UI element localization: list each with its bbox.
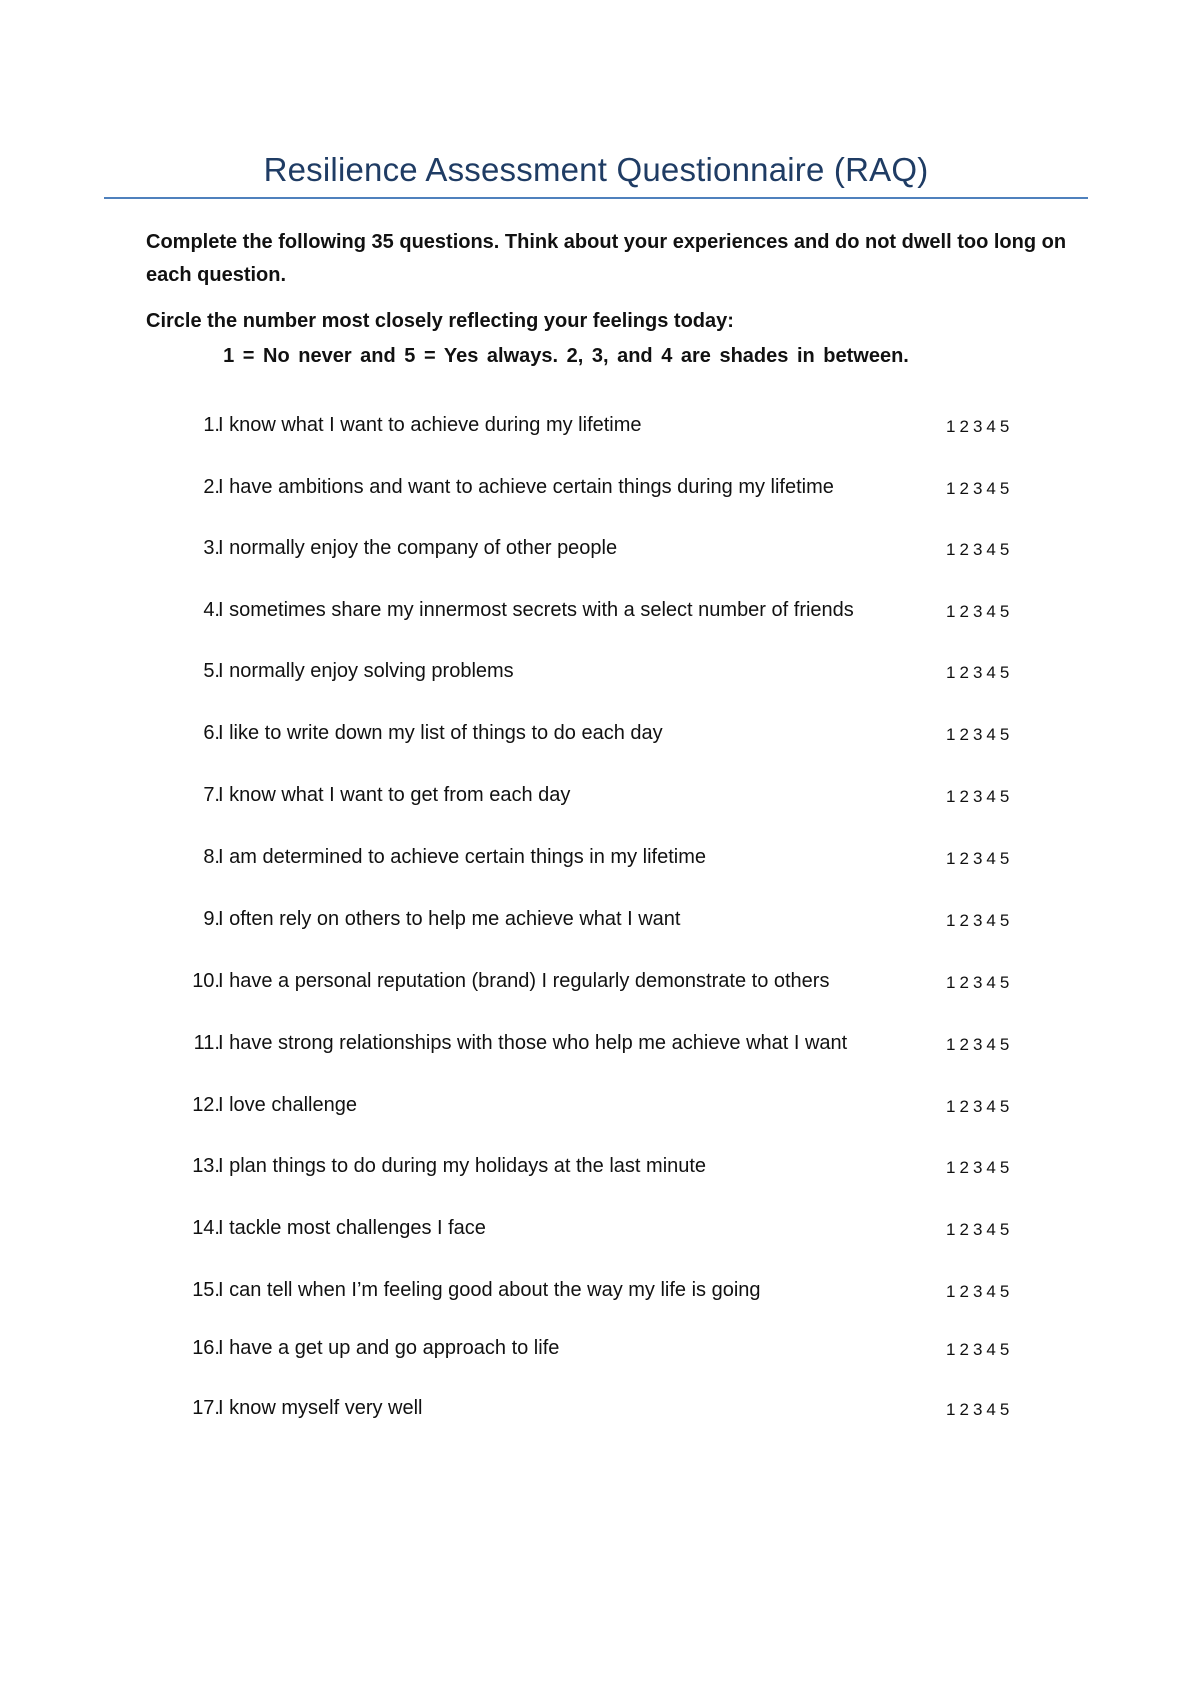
rating-option-5[interactable]: 5: [999, 1400, 1011, 1419]
question-number: 12.: [192, 1094, 220, 1116]
rating-option-3[interactable]: 3: [972, 1158, 984, 1177]
question-row: [170, 718, 1040, 748]
rating-option-4[interactable]: 4: [986, 725, 997, 744]
rating-option-5[interactable]: 5: [999, 911, 1011, 930]
rating-option-4[interactable]: 4: [986, 602, 997, 621]
question-text: I have ambitions and want to achieve certain things during my lifetime: [218, 476, 834, 498]
question-number: 13.: [192, 1155, 220, 1177]
rating-scale: [946, 1215, 1036, 1245]
rating-option-3[interactable]: 3: [972, 479, 984, 498]
rating-option-2[interactable]: 2: [959, 1220, 970, 1239]
question-row: [170, 842, 1040, 872]
question-text: I am determined to achieve certain things in my lifetime: [218, 846, 706, 868]
rating-option-3[interactable]: 3: [972, 663, 984, 682]
rating-option-4[interactable]: 4: [986, 663, 997, 682]
rating-option-4[interactable]: 4: [986, 479, 997, 498]
rating-scale: [946, 906, 1036, 936]
question-text: I plan things to do during my holidays at the last minute: [218, 1155, 707, 1177]
rating-option-3[interactable]: 3: [972, 1097, 984, 1116]
question-number: 6.: [203, 722, 220, 744]
scale-note: 1 = No never and 5 = Yes always. 2, 3, and 4 are shades in between.: [223, 345, 909, 367]
rating-scale: [946, 1030, 1036, 1060]
rating-scale: [946, 597, 1036, 627]
question-number: 11.: [193, 1032, 220, 1054]
rating-option-5[interactable]: 5: [999, 973, 1011, 992]
rating-option-5[interactable]: 5: [999, 849, 1011, 868]
question-text: I can tell when I’m feeling good about the way my life is going: [218, 1279, 761, 1301]
rating-option-1[interactable]: 1: [946, 479, 957, 498]
question-number: 16.: [192, 1337, 220, 1359]
rating-option-3[interactable]: 3: [972, 1282, 984, 1301]
rating-scale: [946, 412, 1036, 442]
rating-option-4[interactable]: 4: [986, 1097, 997, 1116]
rating-scale: [946, 1277, 1036, 1307]
rating-option-1[interactable]: 1: [946, 1282, 957, 1301]
rating-scale: [946, 658, 1036, 688]
question-text: I have a get up and go approach to life: [218, 1337, 560, 1359]
question-text: I normally enjoy solving problems: [218, 660, 514, 682]
rating-option-1[interactable]: 1: [946, 663, 957, 682]
rating-option-2[interactable]: 2: [959, 973, 970, 992]
page-title: Resilience Assessment Questionnaire (RAQ): [263, 151, 929, 188]
rating-option-2[interactable]: 2: [959, 417, 970, 436]
question-text: I tackle most challenges I face: [218, 1217, 486, 1239]
rating-option-2[interactable]: 2: [959, 1097, 970, 1116]
rating-option-3[interactable]: 3: [972, 973, 984, 992]
question-row: [170, 904, 1040, 934]
question-row: [170, 1090, 1040, 1120]
question-number: 10.: [192, 970, 220, 992]
rating-option-4[interactable]: 4: [986, 540, 997, 559]
rating-scale: [946, 782, 1036, 812]
question-row: [170, 656, 1040, 686]
rating-option-3[interactable]: 3: [972, 1220, 984, 1239]
question-row: [170, 1333, 1040, 1363]
rating-scale: [946, 968, 1036, 998]
question-number: 2.: [203, 476, 220, 498]
rating-option-4[interactable]: 4: [986, 1158, 997, 1177]
question-text: I know myself very well: [218, 1397, 423, 1419]
question-number: 3.: [203, 537, 220, 559]
rating-option-3[interactable]: 3: [972, 602, 984, 621]
rating-option-5[interactable]: 5: [999, 1035, 1011, 1054]
question-row: [170, 472, 1040, 502]
rating-option-1[interactable]: 1: [946, 911, 957, 930]
rating-option-3[interactable]: 3: [972, 1340, 984, 1359]
rating-option-4[interactable]: 4: [986, 1340, 997, 1359]
question-text: I know what I want to achieve during my lifetime: [218, 414, 642, 436]
rating-option-2[interactable]: 2: [959, 1158, 970, 1177]
question-text: I have a personal reputation (brand) I regularly demonstrate to others: [218, 970, 830, 992]
rating-option-2[interactable]: 2: [959, 911, 970, 930]
rating-option-5[interactable]: 5: [999, 479, 1011, 498]
rating-option-4[interactable]: 4: [986, 417, 997, 436]
rating-option-2[interactable]: 2: [959, 540, 970, 559]
rating-option-5[interactable]: 5: [999, 1097, 1011, 1116]
rating-option-4[interactable]: 4: [986, 1220, 997, 1239]
rating-option-1[interactable]: 1: [946, 1340, 957, 1359]
question-text: I normally enjoy the company of other people: [218, 537, 618, 559]
question-row: [170, 1028, 1040, 1058]
rating-option-3[interactable]: 3: [972, 1400, 984, 1419]
question-row: [170, 410, 1040, 440]
rating-option-5[interactable]: 5: [999, 725, 1011, 744]
rating-option-2[interactable]: 2: [959, 725, 970, 744]
question-row: [170, 595, 1040, 625]
question-row: [170, 1151, 1040, 1181]
rating-option-3[interactable]: 3: [972, 787, 984, 806]
rating-option-2[interactable]: 2: [959, 1282, 970, 1301]
rating-scale: [946, 720, 1036, 750]
question-number: 4.: [203, 599, 220, 621]
rating-option-3[interactable]: 3: [972, 911, 984, 930]
rating-option-3[interactable]: 3: [972, 849, 984, 868]
rating-option-5[interactable]: 5: [999, 1340, 1011, 1359]
rating-scale: [946, 474, 1036, 504]
rating-option-2[interactable]: 2: [959, 602, 970, 621]
rating-option-4[interactable]: 4: [986, 1035, 997, 1054]
rating-option-1[interactable]: 1: [946, 602, 957, 621]
question-text: I have strong relationships with those who help me achieve what I want: [218, 1032, 848, 1054]
rating-option-3[interactable]: 3: [972, 540, 984, 559]
question-number: 7.: [203, 784, 220, 806]
rating-option-1[interactable]: 1: [946, 849, 957, 868]
question-number: 15.: [192, 1279, 220, 1301]
rating-option-5[interactable]: 5: [999, 1282, 1011, 1301]
rating-scale: [946, 1395, 1036, 1425]
question-number: 17.: [192, 1397, 220, 1419]
question-row: [170, 1275, 1040, 1305]
rating-scale: [946, 1335, 1036, 1365]
question-text: I sometimes share my innermost secrets with a select number of friends: [218, 599, 854, 621]
rating-option-4[interactable]: 4: [986, 1282, 997, 1301]
rating-option-1[interactable]: 1: [946, 787, 957, 806]
question-row: [170, 1393, 1040, 1423]
rating-option-3[interactable]: 3: [972, 1035, 984, 1054]
rating-option-4[interactable]: 4: [986, 1400, 997, 1419]
question-number: 8.: [203, 846, 220, 868]
rating-option-2[interactable]: 2: [959, 787, 970, 806]
rating-option-4[interactable]: 4: [986, 787, 997, 806]
rating-scale: [946, 844, 1036, 874]
rating-option-1[interactable]: 1: [946, 1097, 957, 1116]
question-text: I know what I want to get from each day: [218, 784, 571, 806]
rating-option-5[interactable]: 5: [999, 602, 1011, 621]
rating-option-1[interactable]: 1: [946, 540, 957, 559]
question-row: [170, 1213, 1040, 1243]
rating-option-2[interactable]: 2: [959, 1035, 970, 1054]
rating-option-1[interactable]: 1: [946, 417, 957, 436]
rating-option-4[interactable]: 4: [986, 911, 997, 930]
rating-scale: [946, 1092, 1036, 1122]
rating-option-5[interactable]: 5: [999, 540, 1011, 559]
question-row: [170, 780, 1040, 810]
rating-option-4[interactable]: 4: [986, 849, 997, 868]
rating-option-1[interactable]: 1: [946, 1035, 957, 1054]
rating-scale: [946, 535, 1036, 565]
rating-option-2[interactable]: 2: [959, 1400, 970, 1419]
rating-option-3[interactable]: 3: [972, 725, 984, 744]
rating-option-1[interactable]: 1: [946, 1220, 957, 1239]
question-text: I love challenge: [218, 1094, 357, 1116]
question-number: 1.: [203, 414, 220, 436]
question-number: 9.: [203, 908, 220, 930]
rating-option-5[interactable]: 5: [999, 417, 1011, 436]
rating-option-5[interactable]: 5: [999, 663, 1011, 682]
question-number: 5.: [203, 660, 220, 682]
rating-option-2[interactable]: 2: [959, 663, 970, 682]
question-text: I often rely on others to help me achieve what I want: [218, 908, 681, 930]
question-text: I like to write down my list of things to do each day: [218, 722, 663, 744]
rating-option-3[interactable]: 3: [972, 417, 984, 436]
rating-option-4[interactable]: 4: [986, 973, 997, 992]
intro-text: Complete the following 35 questions. Think about your experiences and do not dwell too long on each question.: [146, 231, 1067, 286]
rating-option-1[interactable]: 1: [946, 973, 957, 992]
question-number: 14.: [192, 1217, 220, 1239]
rating-option-1[interactable]: 1: [946, 1158, 957, 1177]
rating-option-2[interactable]: 2: [959, 849, 970, 868]
rating-option-5[interactable]: 5: [999, 1220, 1011, 1239]
rating-option-1[interactable]: 1: [946, 725, 957, 744]
rating-option-2[interactable]: 2: [959, 1340, 970, 1359]
rating-option-5[interactable]: 5: [999, 787, 1011, 806]
rating-option-1[interactable]: 1: [946, 1400, 957, 1419]
question-row: [170, 966, 1040, 996]
rating-option-5[interactable]: 5: [999, 1158, 1011, 1177]
rating-option-2[interactable]: 2: [959, 479, 970, 498]
instruction-text: Circle the number most closely reflecting your feelings today:: [146, 310, 734, 332]
question-row: [170, 533, 1040, 563]
rating-scale: [946, 1153, 1036, 1183]
